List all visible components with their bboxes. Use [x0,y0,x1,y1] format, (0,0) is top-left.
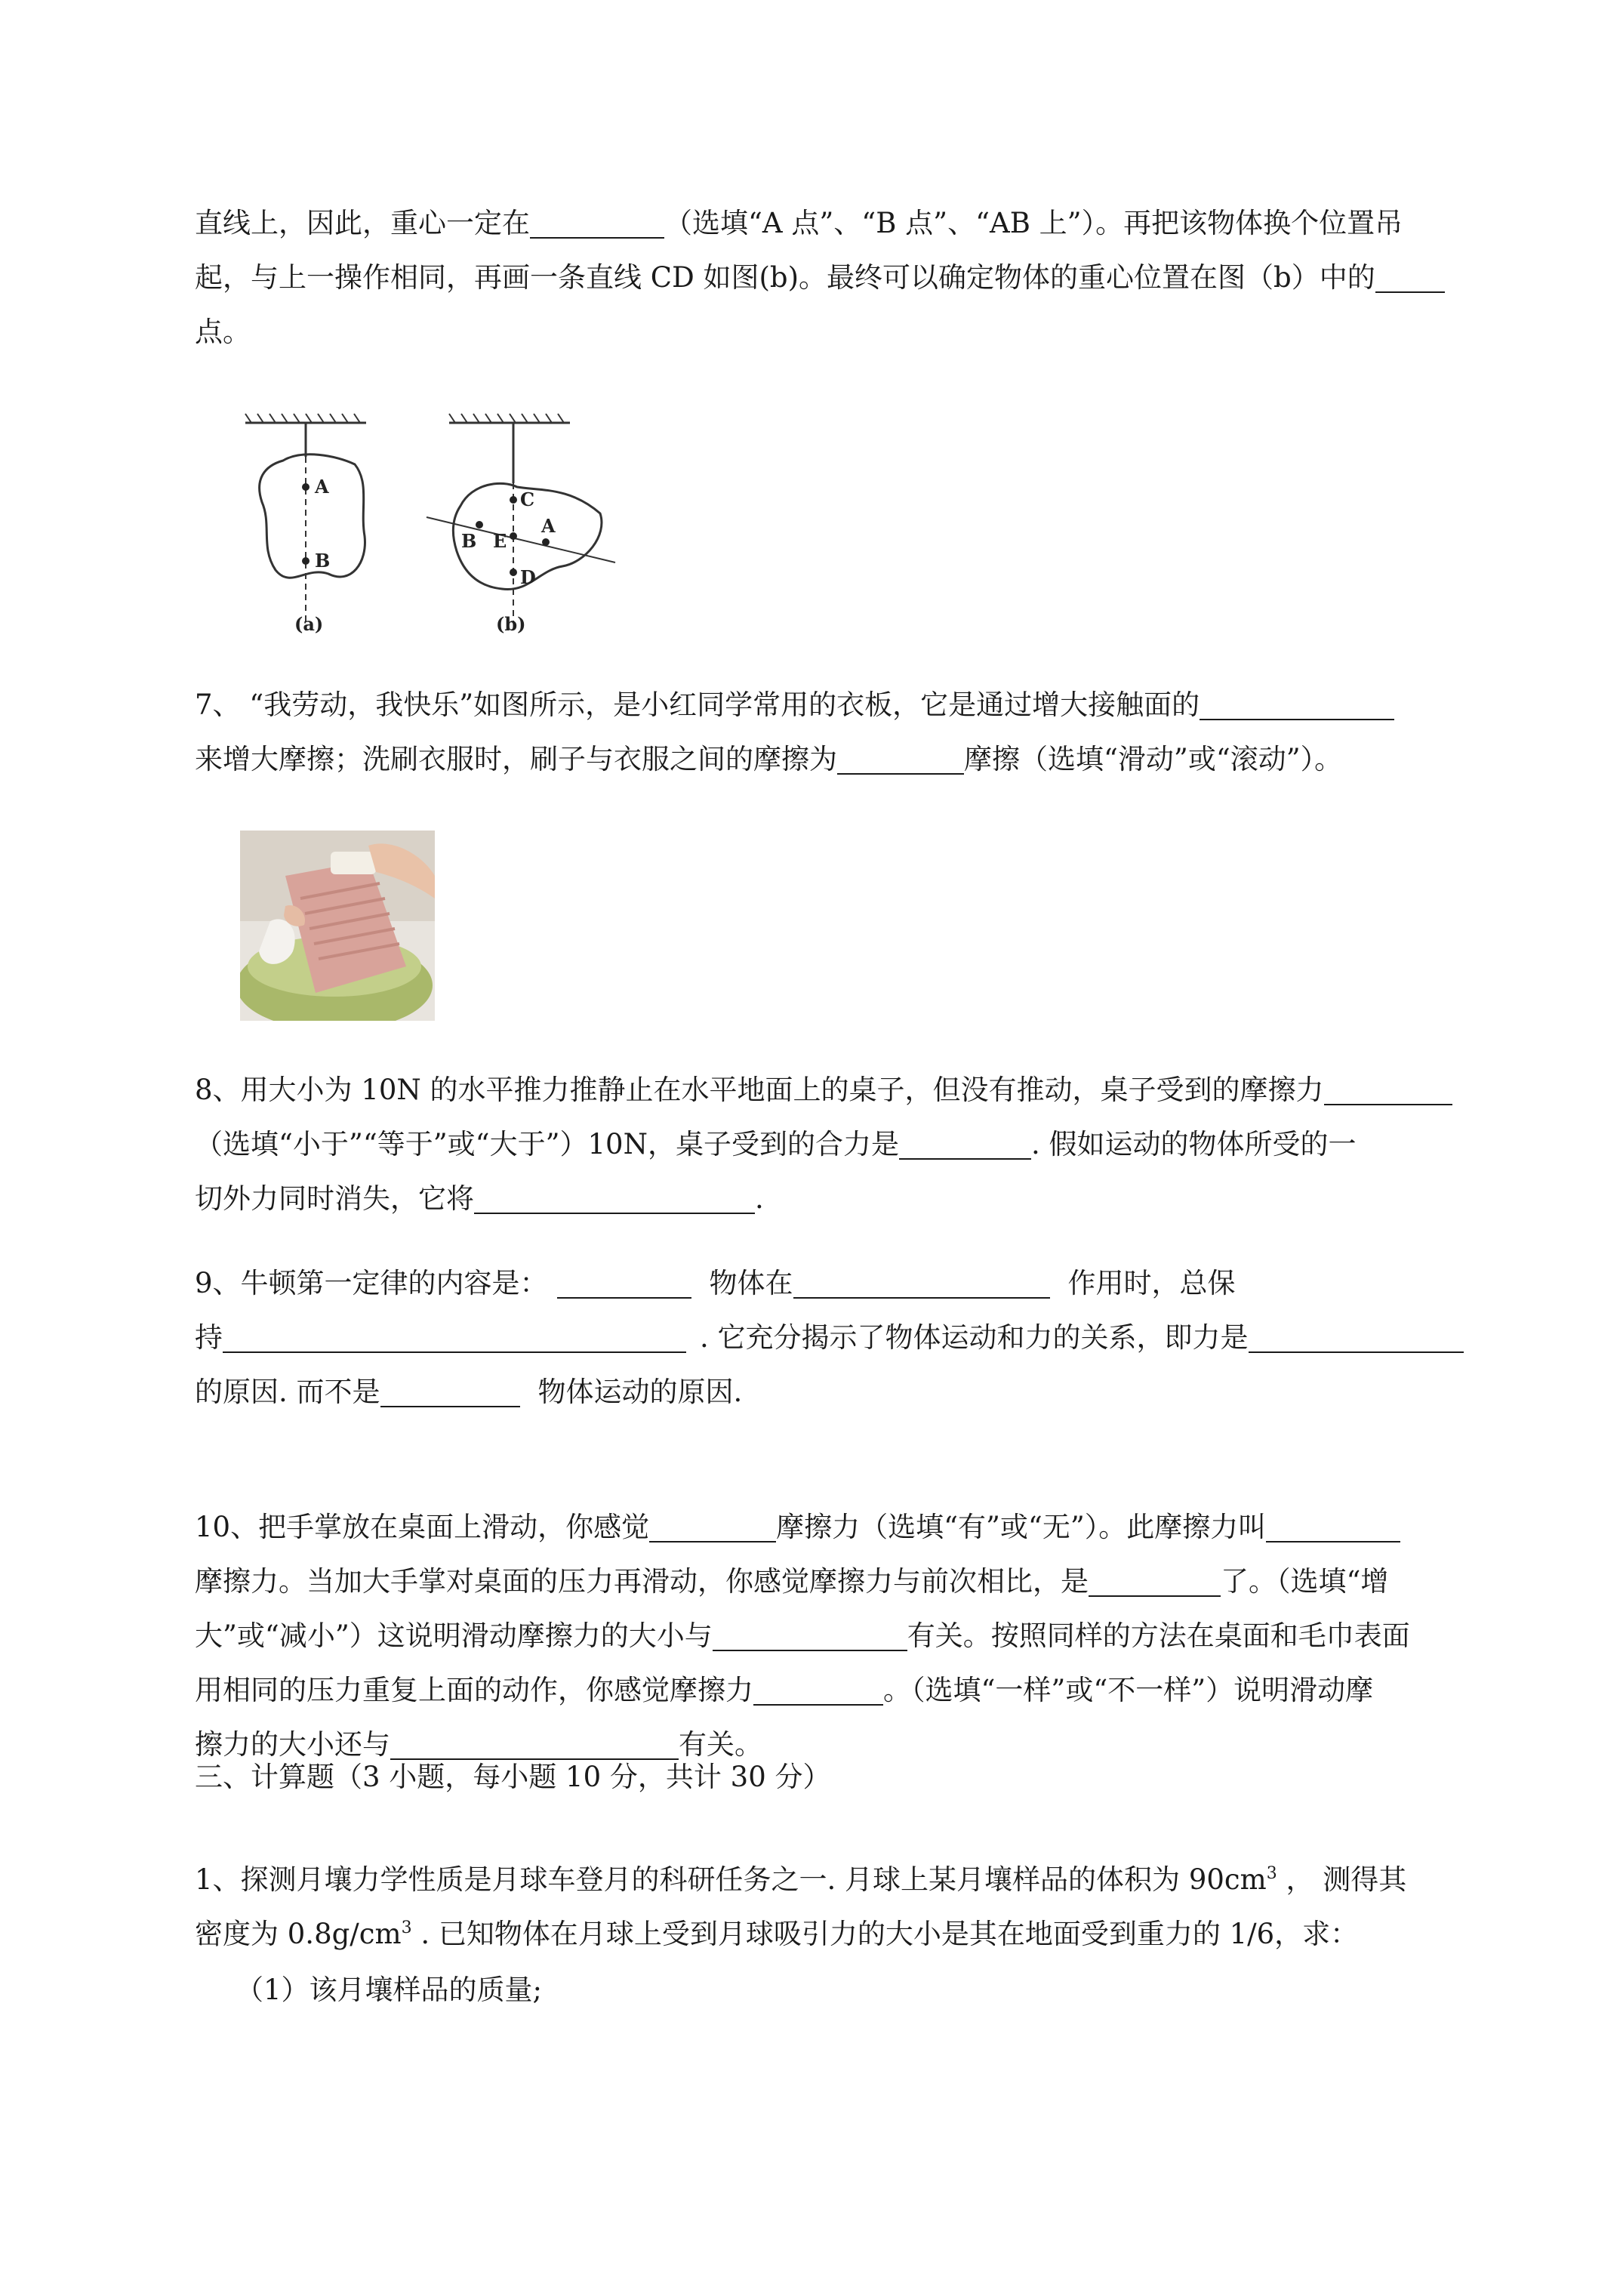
section-title: 三、计算题（3 小题，每小题 10 分，共计 30 分） [195,1761,831,1793]
q10-text: 10、把手掌放在桌面上滑动，你感觉 [195,1511,650,1543]
calc1-text: . 已知物体在月球上受到月球吸引力的大小是其在地面受到重力的 1/6，求： [411,1918,1359,1950]
q7-line-1 [195,678,1532,732]
q10-text: 擦力的大小还与 [195,1728,390,1761]
answer-blank[interactable] [837,738,964,775]
answer-blank[interactable] [223,1317,686,1353]
q8-line-3 [195,1172,1532,1226]
answer-blank[interactable] [793,1262,1050,1299]
point-a-dot [302,483,310,491]
point-b-dot [302,557,310,565]
center-of-gravity-figure [230,411,623,638]
q6-text: （选填“A 点”、“B 点”、“AB 上”）。再把该物体换个位置吊 [664,207,1403,239]
answer-blank[interactable] [713,1615,907,1651]
q9-text: . 它充分揭示了物体运动和力的关系，即力是 [700,1321,1249,1354]
q10-line-4 [195,1663,1532,1718]
question-7 [195,678,1532,787]
answer-blank[interactable] [649,1506,776,1542]
superscript: 3 [401,1918,412,1937]
q10-text: 。（选填“一样”或“不一样”）说明滑动摩 [883,1674,1374,1706]
q9-text: 物体在 [709,1267,793,1299]
q6-text: 起，与上一操作相同，再画一条直线 CD 如图(b)。最终可以确定物体的重心位置在图（b）中的 [195,261,1375,294]
q10-line-2 [195,1555,1532,1609]
q7-text: 来增大摩擦；洗刷衣服时，刷子与衣服之间的摩擦为 [195,743,837,775]
answer-blank[interactable] [1089,1561,1221,1597]
q6-text: 直线上，因此，重心一定在 [195,207,530,239]
question-8 [195,1063,1532,1226]
q6-line-1 [195,196,1532,251]
q8-text: （选填“小于”“等于”或“大于”）10N，桌子受到的合力是 [195,1128,899,1160]
label-point-c: C [520,488,535,510]
q8-line-2 [195,1117,1532,1172]
q10-text: 有关。按照同样的方法在桌面和毛巾表面 [907,1620,1410,1652]
q7-text: 摩擦（选填“滑动”或“滚动”）。 [964,743,1343,775]
label-point-b2: B [461,530,477,552]
answer-blank[interactable] [1324,1069,1452,1105]
washboard-photo [240,831,435,1021]
q8-line-1 [195,1063,1532,1117]
figure-label-b: (b) [496,613,526,635]
calc1-text: 密度为 0.8g/cm [195,1918,402,1950]
answer-blank[interactable] [474,1178,755,1214]
answer-blank[interactable] [1200,684,1394,720]
q6-text: 点。 [195,316,251,348]
question-9 [195,1256,1532,1419]
q9-text: 物体运动的原因. [537,1376,743,1408]
label-point-a: A [315,476,329,498]
q10-text: 有关。 [679,1728,762,1761]
answer-blank[interactable] [899,1123,1031,1160]
answer-blank[interactable] [530,202,664,239]
q9-text: 持 [195,1321,223,1354]
q9-text: 的原因. 而不是 [195,1376,380,1408]
q8-text: 切外力同时消失，它将 [195,1182,474,1215]
q9-line-1 [195,1256,1532,1311]
answer-blank[interactable] [1266,1506,1400,1542]
calc1-line-2 [195,1901,1532,1955]
label-point-d: D [520,566,536,588]
answer-blank[interactable] [1249,1317,1464,1353]
q10-text: 摩擦力（选填“有”或“无”）。此摩擦力叫 [776,1511,1267,1543]
label-point-b: B [315,550,331,572]
answer-blank[interactable] [380,1371,520,1407]
point-b2-dot [476,521,483,529]
calc-question-1 [195,1847,1532,1955]
subquestion-text: （1）该月壤样品的质量; [236,1974,543,2006]
question-10 [195,1500,1532,1772]
point-a2-dot [542,538,550,546]
q9-text: 9、牛顿第一定律的内容是： [195,1267,548,1299]
q7-line-2 [195,732,1532,787]
answer-blank[interactable] [1375,257,1445,293]
q6-line-3 [195,305,1532,359]
q10-text: 大”或“减小”）这说明滑动摩擦力的大小与 [195,1620,713,1652]
q9-line-2 [195,1311,1532,1365]
q9-line-3 [195,1365,1532,1419]
point-e-dot [510,532,517,540]
calc1-text: 1、探测月壤力学性质是月球车登月的科研任务之一. 月球上某月壤样品的体积为 90cm [195,1863,1267,1896]
q8-text: . [755,1182,764,1215]
q10-text: 用相同的压力重复上面的动作，你感觉摩擦力 [195,1674,753,1706]
q7-text: 7、 “我劳动，我快乐”如图所示，是小红同学常用的衣板，它是通过增大接触面的 [195,689,1200,721]
question-6-continued [195,196,1532,359]
q6-line-2 [195,251,1532,305]
object-a [260,455,365,578]
label-point-a2: A [541,515,556,537]
q10-text: 摩擦力。当加大手掌对桌面的压力再滑动，你感觉摩擦力与前次相比，是 [195,1565,1089,1598]
figure-label-a: (a) [294,613,324,635]
calc1-text: ， 测得其 [1277,1863,1407,1896]
q8-text: . 假如运动的物体所受的一 [1030,1128,1357,1160]
point-c-dot [510,496,517,504]
point-d-dot [510,569,517,576]
q9-text: 作用时，总保 [1067,1267,1236,1299]
section-3-heading [195,1750,1532,1804]
q10-line-1 [195,1500,1532,1555]
calc1-subquestion-1 [236,1963,1573,2017]
label-point-e: E [493,530,507,552]
q10-text: 了。（选填“增 [1221,1565,1389,1598]
q8-text: 8、用大小为 10N 的水平推力推静止在水平地面上的桌子，但没有推动，桌子受到的摩擦力 [195,1074,1324,1106]
superscript: 3 [1266,1864,1277,1883]
q10-line-3 [195,1609,1532,1663]
answer-blank[interactable] [557,1262,691,1299]
answer-blank[interactable] [753,1669,883,1706]
calc1-line-1 [195,1847,1532,1901]
